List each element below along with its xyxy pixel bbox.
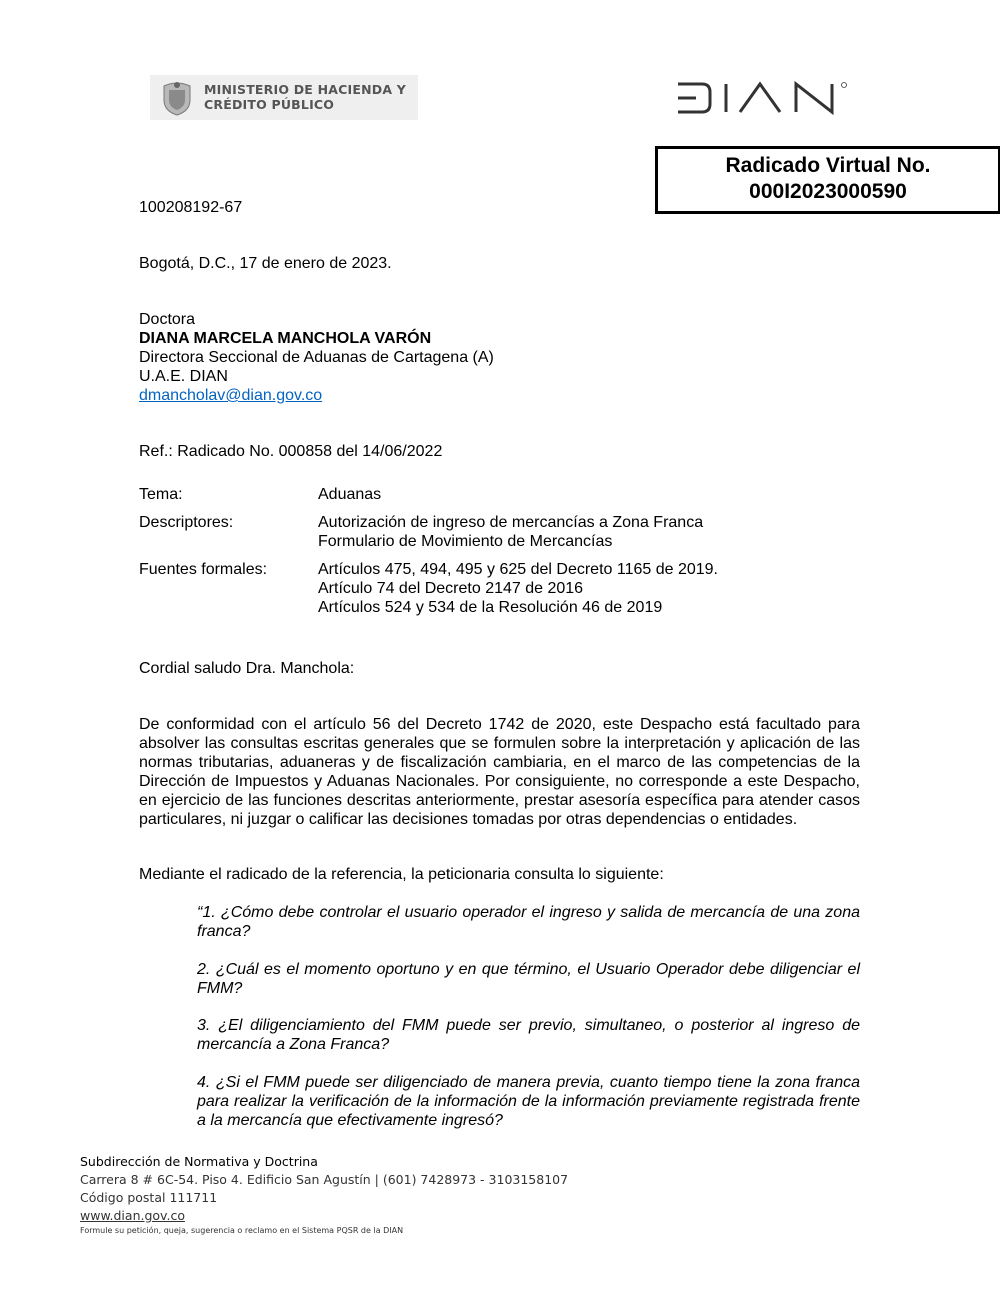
radicado-number: 000I2023000590 bbox=[749, 180, 907, 203]
ministry-line-1: MINISTERIO DE HACIENDA Y bbox=[204, 82, 407, 97]
recipient-entity: U.A.E. DIAN bbox=[139, 368, 228, 385]
fuente-item: Artículos 475, 494, 495 y 625 del Decreto 1165 de 2019. bbox=[318, 561, 718, 578]
question-1: “1. ¿Cómo debe controlar el usuario operador el ingreso y salida de mercancía de una zona franca? bbox=[197, 904, 860, 940]
recipient-position: Directora Seccional de Aduanas de Cartagena (A) bbox=[139, 349, 494, 366]
ministry-name bbox=[204, 82, 406, 112]
place-date: Bogotá, D.C., 17 de enero de 2023. bbox=[139, 255, 392, 272]
descriptores-label: Descriptores: bbox=[139, 514, 234, 531]
fuentes-label: Fuentes formales: bbox=[139, 561, 268, 578]
radicado-box bbox=[655, 146, 1000, 214]
fuente-item: Artículos 524 y 534 de la Resolución 46 de 2019 bbox=[318, 599, 663, 616]
dian-logo bbox=[672, 80, 852, 116]
reference-number: 100208192-67 bbox=[139, 199, 243, 216]
recipient-email-link[interactable]: dmancholav@dian.gov.co bbox=[139, 387, 323, 404]
greeting: Cordial saludo Dra. Manchola: bbox=[139, 660, 355, 677]
footer-address: Carrera 8 # 6C-54. Piso 4. Edificio San Agustín | (601) 7428973 - 3103158107 bbox=[80, 1172, 569, 1187]
ministry-logo bbox=[150, 75, 418, 120]
tema-label: Tema: bbox=[139, 486, 183, 503]
question-2: 2. ¿Cuál es el momento oportuno y en que término, el Usuario Operador debe diligenciar el FMM? bbox=[197, 961, 860, 997]
footer-note: Formule su petición, queja, sugerencia o reclamo en el Sistema PQSR de la DIAN bbox=[80, 1226, 404, 1235]
descriptor-item: Formulario de Movimiento de Mercancías bbox=[318, 533, 613, 550]
footer-postal: Código postal 111711 bbox=[80, 1190, 218, 1205]
tema-value: Aduanas bbox=[318, 486, 382, 503]
recipient-title: Doctora bbox=[139, 311, 196, 328]
question-4: 4. ¿Si el FMM puede ser diligenciado de manera previa, cuanto tiempo tiene la zona franca para realizar la verificación de la información de la información previamente registrada frente a la mercancía que efectivamente ingresó? bbox=[197, 1074, 860, 1129]
radicado-label: Radicado Virtual No. bbox=[725, 154, 931, 177]
ministry-line-2: CRÉDITO PÚBLICO bbox=[204, 97, 335, 112]
recipient-name: DIANA MARCELA MANCHOLA VARÓN bbox=[139, 330, 432, 347]
fuente-item: Artículo 74 del Decreto 2147 de 2016 bbox=[318, 580, 584, 597]
question-3: 3. ¿El diligenciamiento del FMM puede ser previo, simultaneo, o posterior al ingreso de mercancía a Zona Franca? bbox=[197, 1017, 860, 1053]
paragraph-1: De conformidad con el artículo 56 del Decreto 1742 de 2020, este Despacho está facultado para absolver las consultas escritas generales que se formulen sobre la interpretación y aplicación de las normas tributarias, aduaneras y de fiscalización cambiaria, en el marco de las competencias de la Dirección de Impuestos y Aduanas Nacionales. Por consiguiente, no corresponde a este Despacho, en ejercicio de las funciones descritas anteriormente, prestar asesoría específica para atender casos particulares, ni juzgar o calificar las decisiones tomadas por otras dependencias o entidades. bbox=[139, 716, 860, 828]
descriptor-item: Autorización de ingreso de mercancías a Zona Franca bbox=[318, 514, 704, 531]
coat-of-arms-icon bbox=[160, 80, 194, 116]
footer-office: Subdirección de Normativa y Doctrina bbox=[80, 1154, 318, 1169]
paragraph-2: Mediante el radicado de la referencia, la peticionaria consulta lo siguiente: bbox=[139, 866, 664, 883]
footer-website-link[interactable]: www.dian.gov.co bbox=[80, 1208, 185, 1223]
ref-line: Ref.: Radicado No. 000858 del 14/06/2022 bbox=[139, 443, 443, 460]
